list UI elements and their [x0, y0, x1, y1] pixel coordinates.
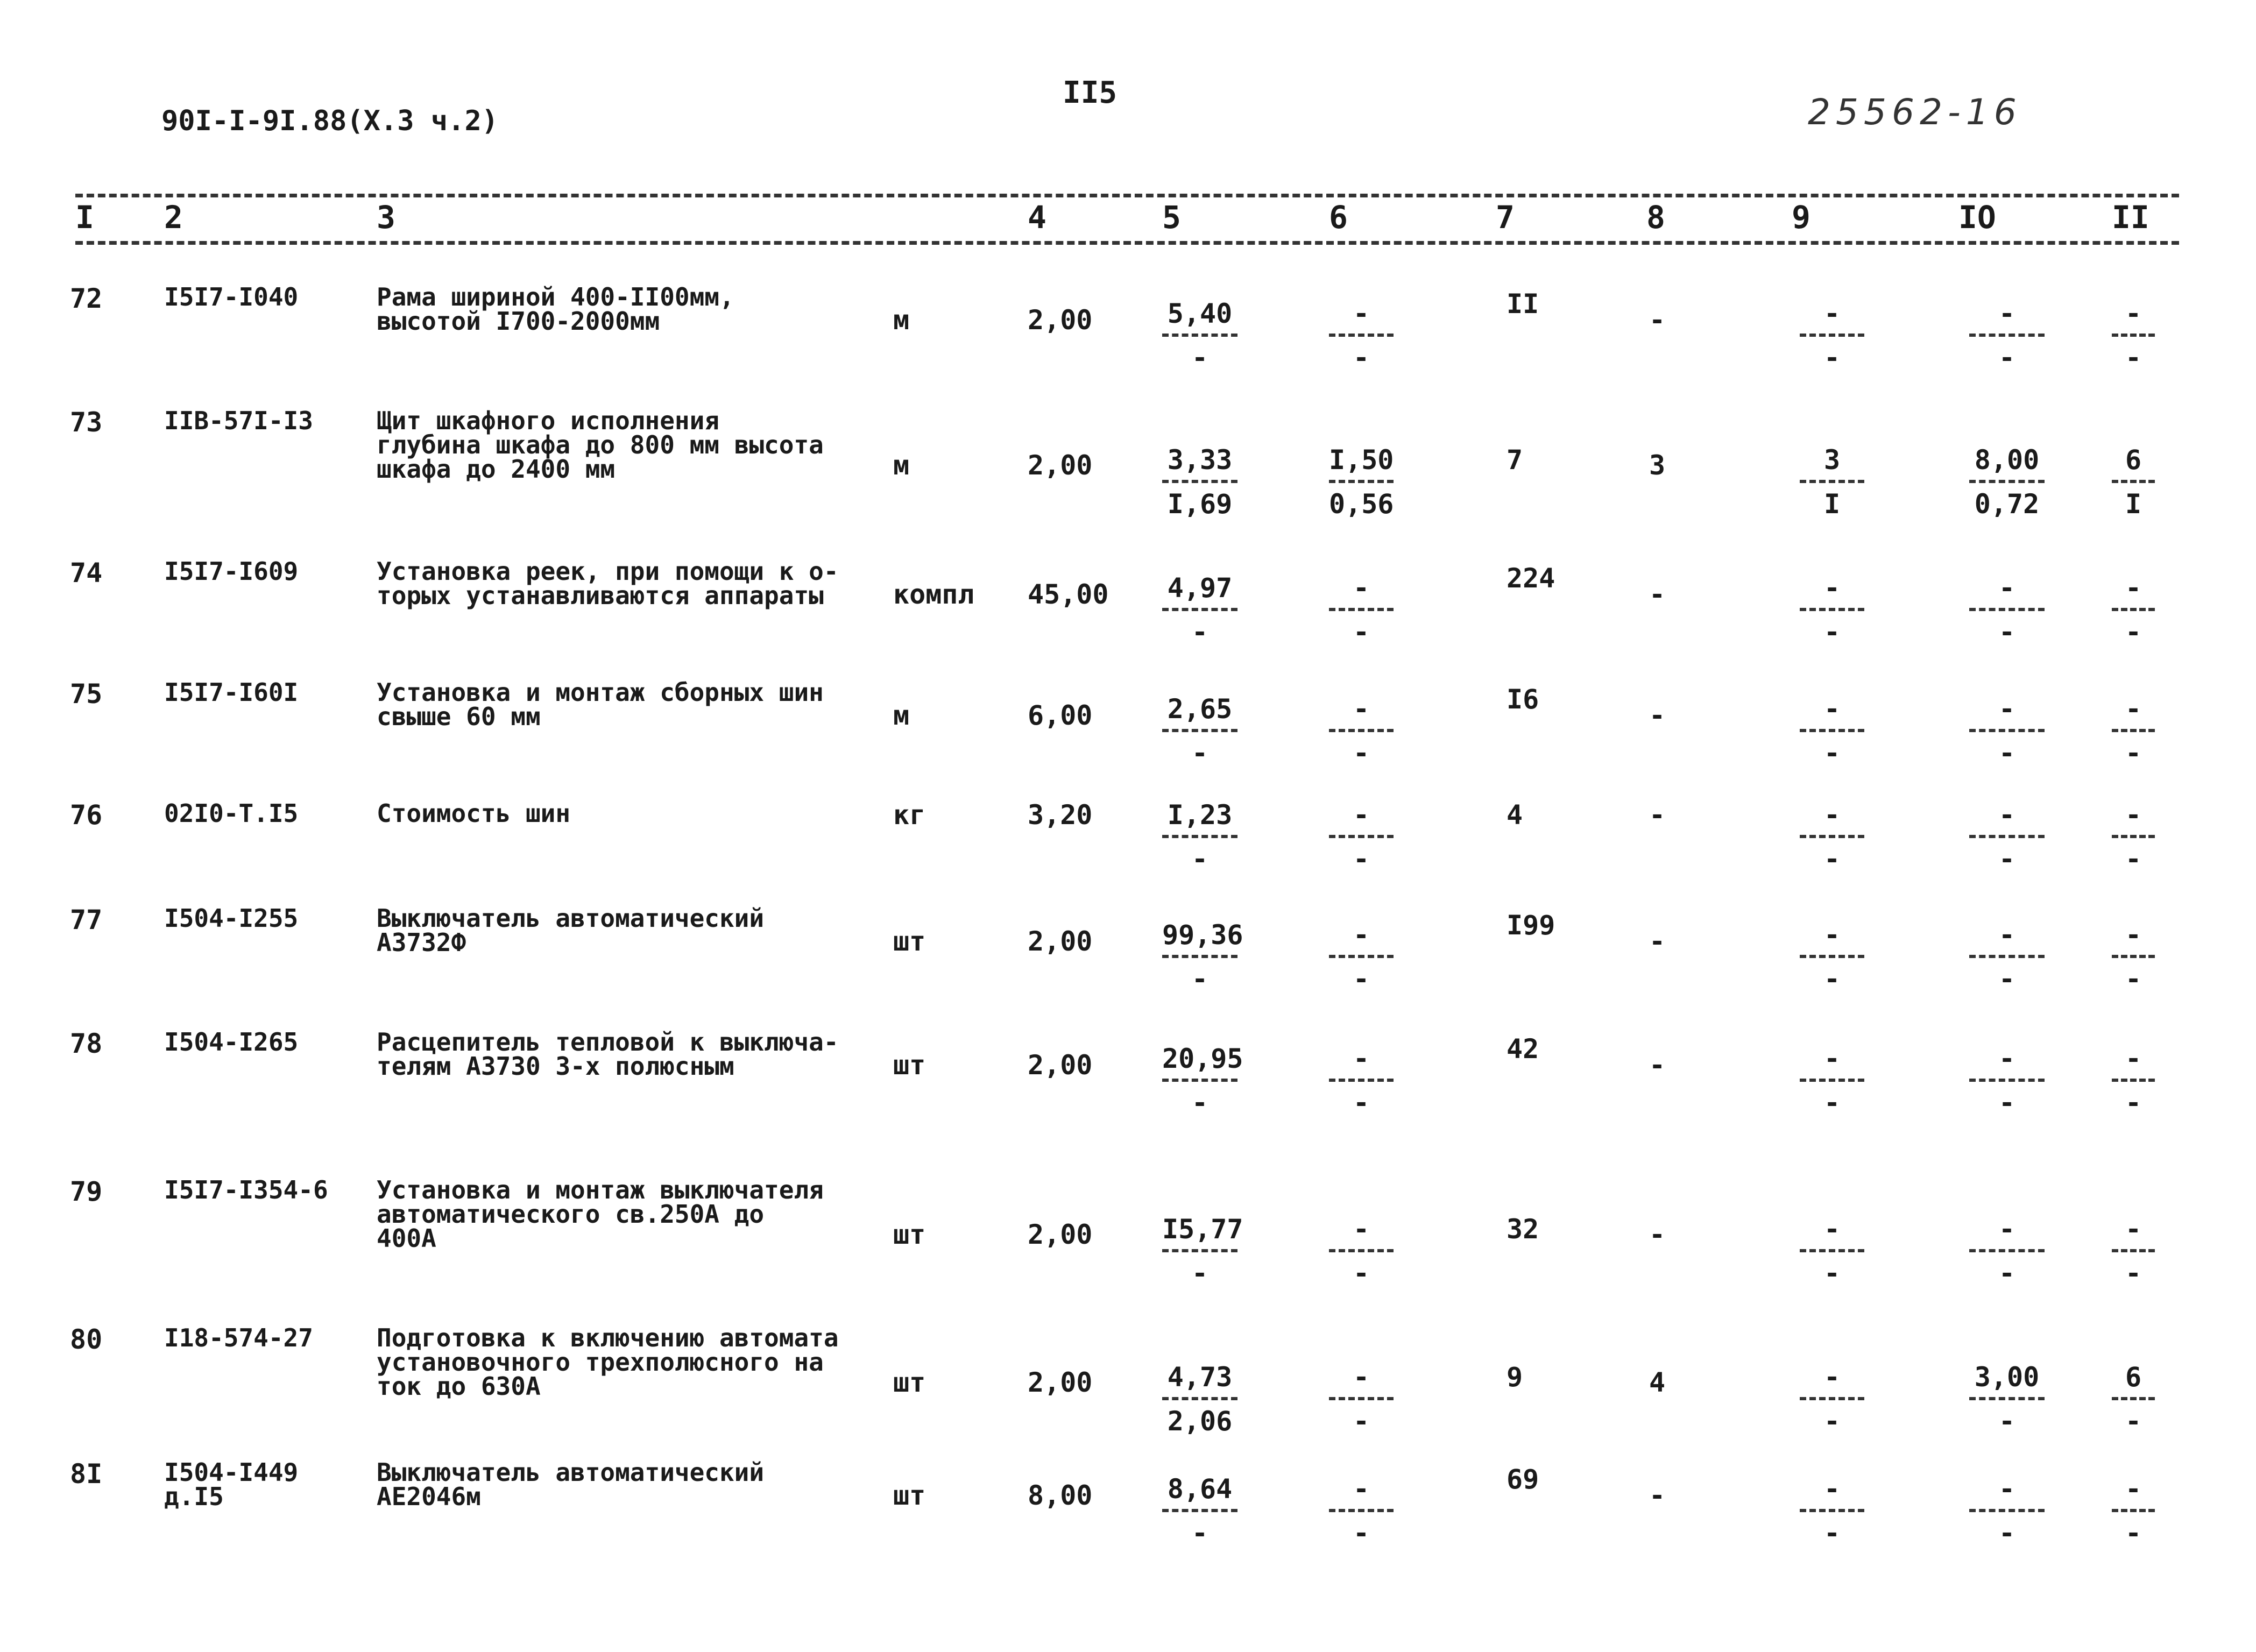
row-number: 74: [70, 557, 103, 589]
c11-denominator: -: [2125, 1258, 2142, 1289]
c11-denominator: -: [2125, 738, 2142, 769]
unit: м: [893, 450, 910, 481]
c10-numerator: -: [1998, 1043, 2015, 1074]
c11-numerator: -: [2125, 572, 2142, 604]
c5-denominator: -: [1191, 1258, 1208, 1289]
c6-denominator: -: [1353, 1087, 1370, 1118]
quantity: 8,00: [1028, 1480, 1093, 1511]
c6-fraction: [1329, 444, 1394, 520]
fraction-bar: [1162, 334, 1237, 337]
c6-denominator: -: [1353, 616, 1370, 648]
c9-fraction: [1800, 1473, 1864, 1549]
unit: шт: [893, 1480, 926, 1511]
col8-value: -: [1649, 926, 1666, 957]
unit: м: [893, 304, 910, 336]
price-code: 02I0-T.I5: [164, 799, 299, 828]
c11-fraction: [2112, 693, 2155, 769]
col8-value: -: [1649, 579, 1666, 610]
row-number: 80: [70, 1324, 103, 1355]
price-code: I18-574-27: [164, 1323, 313, 1352]
col8-value: -: [1649, 1480, 1666, 1511]
c11-numerator: -: [2125, 1473, 2142, 1505]
c11-fraction: [2112, 919, 2155, 995]
c10-fraction: [1969, 1045, 2045, 1116]
fraction-bar: [1800, 334, 1864, 337]
c5-numerator: 20,95: [1162, 1043, 1243, 1074]
quantity: 6,00: [1028, 700, 1093, 731]
c5-fraction: [1162, 300, 1237, 371]
c6-denominator: -: [1353, 843, 1370, 875]
c10-fraction: [1969, 300, 2045, 371]
col8-value: -: [1649, 700, 1666, 731]
c11-denominator: -: [2125, 1406, 2142, 1437]
fraction-bar: [1162, 729, 1237, 732]
c9-numerator: -: [1823, 919, 1841, 951]
quantity: 3,20: [1028, 799, 1093, 831]
col7-value: 9: [1507, 1362, 1523, 1393]
c5-denominator: -: [1191, 843, 1208, 875]
quantity: 2,00: [1028, 1050, 1093, 1081]
c9-denominator: -: [1823, 342, 1841, 373]
c10-numerator: -: [1998, 298, 2015, 329]
col8-value: -: [1649, 304, 1666, 336]
c6-numerator: I,50: [1329, 444, 1394, 476]
row-number: 73: [70, 407, 103, 438]
fraction-bar: [1800, 1509, 1864, 1512]
c11-fraction: [2112, 572, 2155, 648]
c5-fraction: [1162, 1473, 1237, 1549]
c11-numerator: -: [2125, 693, 2142, 725]
c11-numerator: -: [2125, 1043, 2142, 1074]
c5-fraction: [1162, 1043, 1243, 1118]
c9-numerator: -: [1823, 799, 1841, 831]
c9-denominator: -: [1823, 963, 1841, 995]
price-code: I504-I255: [164, 904, 299, 933]
fraction-bar: [2112, 1079, 2155, 1082]
c6-fraction: [1329, 1216, 1394, 1287]
c10-fraction: [1969, 693, 2045, 769]
c10-denominator: -: [1998, 1518, 2015, 1549]
c10-numerator: -: [1998, 572, 2015, 604]
fraction-bar: [2112, 835, 2155, 838]
c11-denominator: -: [2125, 616, 2142, 648]
c9-denominator: -: [1823, 1406, 1841, 1437]
c10-fraction: [1969, 1216, 2045, 1287]
row-number: 75: [70, 678, 103, 710]
c6-fraction: [1329, 799, 1394, 875]
document-code: 90I-I-9I.88(X.3 ч.2): [161, 105, 499, 137]
work-description: Выключатель автоматический А3732Ф: [377, 904, 765, 958]
fraction-bar: [1329, 608, 1394, 611]
unit: кг: [893, 799, 926, 831]
c9-denominator: -: [1823, 1087, 1841, 1118]
col8-value: -: [1649, 1219, 1666, 1250]
fraction-bar: [1162, 480, 1237, 483]
column-header-11: II: [2112, 199, 2149, 236]
c5-denominator: -: [1191, 342, 1208, 373]
c10-fraction: [1969, 799, 2045, 875]
c5-fraction: [1162, 1214, 1243, 1289]
c9-fraction: [1800, 1216, 1864, 1287]
unit: шт: [893, 1219, 926, 1250]
c6-numerator: -: [1353, 1473, 1370, 1505]
fraction-bar: [1800, 729, 1864, 732]
column-header-4: 4: [1028, 199, 1046, 236]
c9-fraction: [1800, 444, 1864, 520]
fraction-bar: [2112, 1249, 2155, 1252]
quantity: 45,00: [1028, 579, 1109, 610]
c9-fraction: [1800, 693, 1864, 769]
fraction-bar: [1329, 1079, 1394, 1082]
column-header-7: 7: [1496, 199, 1515, 236]
c10-numerator: -: [1998, 693, 2015, 725]
c6-fraction: [1329, 919, 1394, 995]
fraction-bar: [1969, 1249, 2045, 1252]
c10-numerator: -: [1998, 799, 2015, 831]
c9-denominator: I: [1823, 488, 1841, 520]
c11-denominator: -: [2125, 843, 2142, 875]
c5-denominator: I,69: [1167, 488, 1233, 520]
c11-fraction: [2112, 1045, 2155, 1116]
column-header-9: 9: [1792, 199, 1811, 236]
fraction-bar: [1969, 955, 2045, 958]
c11-denominator: -: [2125, 963, 2142, 995]
c9-denominator: -: [1823, 843, 1841, 875]
c11-denominator: -: [2125, 342, 2142, 373]
fraction-bar: [1969, 334, 2045, 337]
c10-fraction: [1969, 919, 2045, 995]
document-stamp: 25562-16: [1808, 91, 2022, 133]
c5-fraction: [1162, 919, 1243, 995]
c11-numerator: 6: [2125, 444, 2142, 476]
c9-numerator: -: [1823, 693, 1841, 725]
c9-denominator: -: [1823, 1518, 1841, 1549]
c10-denominator: -: [1998, 738, 2015, 769]
work-description: Установка и монтаж выключателя автоматического св.250А до 400А: [377, 1175, 824, 1253]
c6-fraction: [1329, 300, 1394, 371]
fraction-bar: [2112, 608, 2155, 611]
work-description: Щит шкафного исполнения глубина шкафа до 800 мм высота шкафа до 2400 мм: [377, 406, 824, 484]
work-description: Установка и монтаж сборных шин свыше 60 мм: [377, 678, 824, 732]
c11-fraction: [2112, 444, 2155, 520]
c5-numerator: 4,97: [1167, 572, 1233, 604]
col7-value: I6: [1507, 684, 1539, 715]
col7-value: 7: [1507, 444, 1523, 476]
row-number: 76: [70, 799, 103, 831]
c9-denominator: -: [1823, 738, 1841, 769]
unit: м: [893, 700, 910, 731]
c9-numerator: -: [1823, 1214, 1841, 1245]
col8-value: 3: [1649, 450, 1666, 481]
price-code: I5I7-I609: [164, 557, 299, 586]
c5-numerator: I5,77: [1162, 1214, 1243, 1245]
price-code: I5I7-I60I: [164, 678, 299, 707]
c6-fraction: [1329, 572, 1394, 648]
c11-numerator: 6: [2125, 1362, 2142, 1393]
c5-numerator: 4,73: [1167, 1362, 1233, 1393]
c6-numerator: -: [1353, 1043, 1370, 1074]
c9-fraction: [1800, 1045, 1864, 1116]
column-header-8: 8: [1646, 199, 1665, 236]
c11-numerator: -: [2125, 919, 2142, 951]
fraction-bar: [1800, 955, 1864, 958]
unit: шт: [893, 1050, 926, 1081]
c9-numerator: -: [1823, 572, 1841, 604]
c11-numerator: -: [2125, 1214, 2142, 1245]
c5-numerator: 3,33: [1167, 444, 1233, 476]
col7-value: 42: [1507, 1033, 1539, 1065]
header-bottom-rule: [75, 241, 2179, 245]
c6-numerator: -: [1353, 693, 1370, 725]
column-header-2: 2: [164, 199, 183, 236]
c5-numerator: I,23: [1167, 799, 1233, 831]
c10-numerator: -: [1998, 1214, 2015, 1245]
fraction-bar: [2112, 955, 2155, 958]
fraction-bar: [1162, 608, 1237, 611]
c6-denominator: -: [1353, 1258, 1370, 1289]
c6-fraction: [1329, 1364, 1394, 1435]
unit: шт: [893, 926, 926, 957]
work-description: Рама шириной 400-II00мм, высотой I700-2000мм: [377, 282, 734, 336]
price-code: I5I7-I354-6: [164, 1175, 328, 1204]
c6-fraction: [1329, 1473, 1394, 1549]
quantity: 2,00: [1028, 1367, 1093, 1398]
c11-denominator: I: [2125, 488, 2142, 520]
fraction-bar: [1800, 480, 1864, 483]
c5-fraction: [1162, 444, 1237, 520]
c5-numerator: 99,36: [1162, 919, 1243, 951]
fraction-bar: [1329, 334, 1394, 337]
header-top-rule: [75, 194, 2179, 197]
quantity: 2,00: [1028, 926, 1093, 957]
c9-numerator: -: [1823, 1362, 1841, 1393]
col7-value: 69: [1507, 1464, 1539, 1495]
column-header-1: I: [75, 199, 94, 236]
c10-numerator: -: [1998, 1473, 2015, 1505]
c5-denominator: -: [1191, 1518, 1208, 1549]
c9-fraction: [1800, 1364, 1864, 1435]
fraction-bar: [2112, 1397, 2155, 1400]
column-header-3: 3: [377, 199, 395, 236]
quantity: 2,00: [1028, 1219, 1093, 1250]
col8-value: -: [1649, 1050, 1666, 1081]
c6-numerator: -: [1353, 298, 1370, 329]
fraction-bar: [1800, 1079, 1864, 1082]
fraction-bar: [1800, 608, 1864, 611]
price-code: I5I7-I040: [164, 282, 299, 311]
fraction-bar: [1162, 1249, 1237, 1252]
c10-denominator: -: [1998, 1258, 2015, 1289]
c11-numerator: -: [2125, 298, 2142, 329]
row-number: 77: [70, 904, 103, 935]
unit: компл: [893, 579, 974, 610]
fraction-bar: [1800, 835, 1864, 838]
fraction-bar: [1969, 480, 2045, 483]
c10-denominator: -: [1998, 342, 2015, 373]
c5-denominator: 2,06: [1167, 1406, 1233, 1437]
fraction-bar: [1329, 480, 1394, 483]
c10-numerator: 8,00: [1974, 444, 2040, 476]
c10-denominator: -: [1998, 616, 2015, 648]
c5-denominator: -: [1191, 963, 1208, 995]
fraction-bar: [1969, 1509, 2045, 1512]
c6-denominator: -: [1353, 963, 1370, 995]
c6-numerator: -: [1353, 1214, 1370, 1245]
c10-fraction: [1969, 1473, 2045, 1549]
fraction-bar: [1162, 835, 1237, 838]
fraction-bar: [1969, 1079, 2045, 1082]
c10-denominator: -: [1998, 1406, 2015, 1437]
c9-numerator: 3: [1823, 444, 1841, 476]
c5-fraction: [1162, 693, 1237, 769]
c5-fraction: [1162, 1364, 1237, 1435]
fraction-bar: [1329, 955, 1394, 958]
column-header-6: 6: [1329, 199, 1348, 236]
fraction-bar: [1969, 835, 2045, 838]
c5-denominator: -: [1191, 738, 1208, 769]
col7-value: II: [1507, 288, 1539, 320]
page-number: II5: [1063, 75, 1118, 110]
col7-value: I99: [1507, 910, 1555, 941]
c6-fraction: [1329, 1045, 1394, 1116]
row-number: 79: [70, 1176, 103, 1207]
c11-fraction: [2112, 1364, 2155, 1435]
c9-numerator: -: [1823, 298, 1841, 329]
row-number: 8I: [70, 1458, 103, 1490]
c10-fraction: [1969, 572, 2045, 648]
col7-value: 32: [1507, 1214, 1539, 1245]
c5-numerator: 2,65: [1167, 693, 1233, 725]
c9-numerator: -: [1823, 1043, 1841, 1074]
c10-numerator: -: [1998, 919, 2015, 951]
fraction-bar: [1329, 1397, 1394, 1400]
c5-fraction: [1162, 572, 1237, 648]
fraction-bar: [2112, 480, 2155, 483]
row-number: 72: [70, 283, 103, 314]
work-description: Выключатель автоматический АЕ2046м: [377, 1458, 765, 1512]
c10-denominator: 0,72: [1974, 488, 2040, 520]
c11-fraction: [2112, 1473, 2155, 1549]
c6-denominator: -: [1353, 738, 1370, 769]
column-header-10: IO: [1958, 199, 1996, 236]
fraction-bar: [1329, 1249, 1394, 1252]
unit: шт: [893, 1367, 926, 1398]
price-code: I504-I265: [164, 1027, 299, 1057]
work-description: Установка реек, при помощи к о- торых устанавливаются аппараты: [377, 557, 839, 611]
c10-denominator: -: [1998, 963, 2015, 995]
c11-fraction: [2112, 799, 2155, 875]
fraction-bar: [1329, 729, 1394, 732]
c6-numerator: -: [1353, 799, 1370, 831]
fraction-bar: [1162, 955, 1237, 958]
c11-denominator: -: [2125, 1518, 2142, 1549]
row-number: 78: [70, 1028, 103, 1059]
c9-fraction: [1800, 919, 1864, 995]
fraction-bar: [1800, 1397, 1864, 1400]
fraction-bar: [2112, 729, 2155, 732]
c6-numerator: -: [1353, 572, 1370, 604]
quantity: 2,00: [1028, 304, 1093, 336]
work-description: Стоимость шин: [377, 799, 571, 828]
c10-denominator: -: [1998, 843, 2015, 875]
c10-fraction: [1969, 1364, 2045, 1435]
col7-value: 4: [1507, 799, 1523, 831]
c6-denominator: -: [1353, 1518, 1370, 1549]
work-description: Подготовка к включению автомата установочного трехполюсного на ток до 630А: [377, 1323, 839, 1401]
c10-fraction: [1969, 444, 2045, 520]
fraction-bar: [1162, 1397, 1237, 1400]
c5-denominator: -: [1191, 616, 1208, 648]
fraction-bar: [1329, 835, 1394, 838]
col7-value: 224: [1507, 563, 1555, 594]
c9-fraction: [1800, 572, 1864, 648]
c11-fraction: [2112, 1216, 2155, 1287]
col8-value: 4: [1649, 1367, 1666, 1398]
price-code: I504-I449 д.I5: [164, 1458, 299, 1512]
c6-fraction: [1329, 693, 1394, 769]
c6-numerator: -: [1353, 1362, 1370, 1393]
c6-numerator: -: [1353, 919, 1370, 951]
c10-numerator: 3,00: [1974, 1362, 2040, 1393]
c9-denominator: -: [1823, 1258, 1841, 1289]
fraction-bar: [1162, 1509, 1237, 1512]
c6-denominator: -: [1353, 342, 1370, 373]
c5-numerator: 5,40: [1167, 298, 1233, 329]
quantity: 2,00: [1028, 450, 1093, 481]
c9-denominator: -: [1823, 616, 1841, 648]
c5-denominator: -: [1191, 1087, 1208, 1118]
fraction-bar: [1800, 1249, 1864, 1252]
c10-denominator: -: [1998, 1087, 2015, 1118]
c11-denominator: -: [2125, 1087, 2142, 1118]
fraction-bar: [1969, 729, 2045, 732]
fraction-bar: [1162, 1079, 1237, 1082]
fraction-bar: [1329, 1509, 1394, 1512]
c11-fraction: [2112, 300, 2155, 371]
c6-denominator: 0,56: [1329, 488, 1394, 520]
fraction-bar: [1969, 608, 2045, 611]
c5-numerator: 8,64: [1167, 1473, 1233, 1505]
col8-value: -: [1649, 799, 1666, 831]
c6-denominator: -: [1353, 1406, 1370, 1437]
price-code: IIB-57I-I3: [164, 406, 313, 435]
column-header-5: 5: [1162, 199, 1181, 236]
fraction-bar: [1969, 1397, 2045, 1400]
c9-fraction: [1800, 300, 1864, 371]
work-description: Расцепитель тепловой к выключа- телям А3730 3-х полюсным: [377, 1027, 839, 1081]
c9-fraction: [1800, 799, 1864, 875]
c5-fraction: [1162, 799, 1237, 875]
c9-numerator: -: [1823, 1473, 1841, 1505]
fraction-bar: [2112, 1509, 2155, 1512]
fraction-bar: [2112, 334, 2155, 337]
c11-numerator: -: [2125, 799, 2142, 831]
